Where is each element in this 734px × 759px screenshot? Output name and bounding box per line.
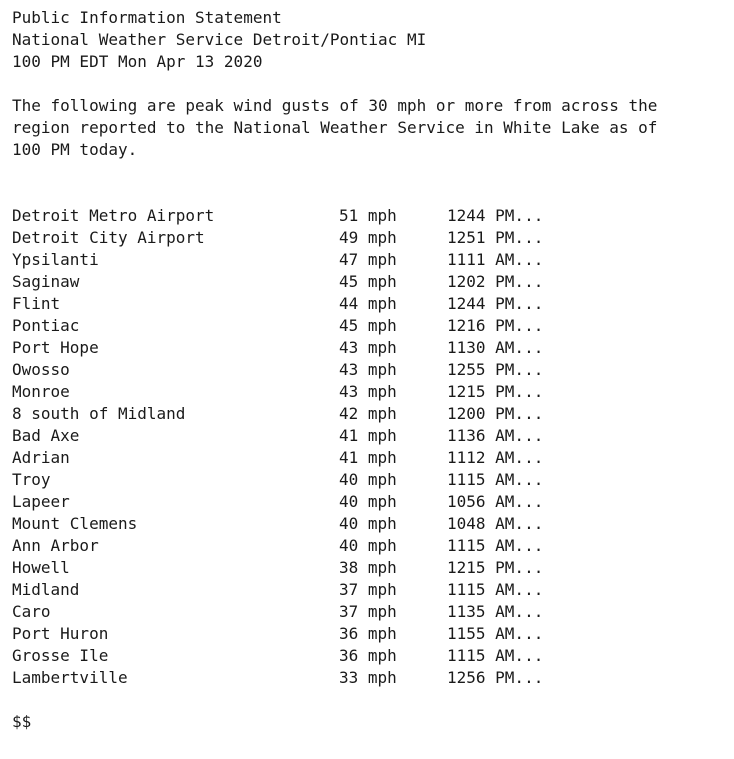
report-row — [12, 227, 727, 249]
report-location: Midland — [12, 580, 80, 599]
intro-line-2: region reported to the National Weather Service in White Lake as of — [12, 118, 658, 137]
report-speed: 45 mph — [339, 272, 397, 291]
report-time: 1115 AM... — [447, 536, 544, 555]
report-time: 1048 AM... — [447, 514, 544, 533]
report-speed: 38 mph — [339, 558, 397, 577]
product-terminator: $$ — [12, 712, 32, 731]
report-speed: 49 mph — [339, 228, 397, 247]
report-row — [12, 205, 727, 227]
report-speed: 37 mph — [339, 602, 397, 621]
report-location: Bad Axe — [12, 426, 80, 445]
report-time: 1215 PM... — [447, 382, 544, 401]
report-speed: 44 mph — [339, 294, 397, 313]
report-location: Port Hope — [12, 338, 99, 357]
report-row — [12, 579, 727, 601]
report-row — [12, 359, 727, 381]
public-information-statement — [12, 7, 727, 733]
report-row — [12, 645, 727, 667]
report-time: 1136 AM... — [447, 426, 544, 445]
report-speed: 40 mph — [339, 536, 397, 555]
report-row — [12, 315, 727, 337]
report-speed: 43 mph — [339, 382, 397, 401]
report-location: Howell — [12, 558, 70, 577]
report-location: Adrian — [12, 448, 70, 467]
report-time: 1216 PM... — [447, 316, 544, 335]
report-time: 1115 AM... — [447, 580, 544, 599]
report-time: 1135 AM... — [447, 602, 544, 621]
report-speed: 51 mph — [339, 206, 397, 225]
report-location: Monroe — [12, 382, 70, 401]
report-speed: 41 mph — [339, 426, 397, 445]
report-row — [12, 469, 727, 491]
report-row — [12, 623, 727, 645]
report-time: 1255 PM... — [447, 360, 544, 379]
report-row — [12, 667, 727, 689]
report-row — [12, 535, 727, 557]
report-row — [12, 271, 727, 293]
report-time: 1056 AM... — [447, 492, 544, 511]
report-row — [12, 601, 727, 623]
report-location: Detroit City Airport — [12, 228, 205, 247]
report-location: Caro — [12, 602, 51, 621]
report-location: Detroit Metro Airport — [12, 206, 215, 225]
report-row — [12, 249, 727, 271]
report-location: Lapeer — [12, 492, 70, 511]
report-speed: 41 mph — [339, 448, 397, 467]
spacer — [12, 73, 727, 95]
report-speed: 47 mph — [339, 250, 397, 269]
report-location: Pontiac — [12, 316, 80, 335]
report-speed: 40 mph — [339, 514, 397, 533]
report-time: 1202 PM... — [447, 272, 544, 291]
report-time: 1244 PM... — [447, 206, 544, 225]
report-row — [12, 425, 727, 447]
report-speed: 36 mph — [339, 646, 397, 665]
report-location: Ann Arbor — [12, 536, 99, 555]
report-speed: 40 mph — [339, 470, 397, 489]
report-location: Owosso — [12, 360, 70, 379]
report-speed: 43 mph — [339, 360, 397, 379]
issue-time: 100 PM EDT Mon Apr 13 2020 — [12, 52, 263, 71]
report-time: 1200 PM... — [447, 404, 544, 423]
report-row — [12, 447, 727, 469]
report-time: 1155 AM... — [447, 624, 544, 643]
statement-title: Public Information Statement — [12, 8, 282, 27]
report-row — [12, 337, 727, 359]
report-time: 1115 AM... — [447, 470, 544, 489]
report-location: Ypsilanti — [12, 250, 99, 269]
wind-gust-report-list — [12, 205, 727, 689]
report-row — [12, 491, 727, 513]
report-location: Port Huron — [12, 624, 109, 643]
spacer — [12, 183, 727, 205]
report-time: 1256 PM... — [447, 668, 544, 687]
report-location: Lambertville — [12, 668, 128, 687]
report-time: 1112 AM... — [447, 448, 544, 467]
report-row — [12, 557, 727, 579]
intro-line-1: The following are peak wind gusts of 30 mph or more from across the — [12, 96, 658, 115]
intro-line-3: 100 PM today. — [12, 140, 138, 159]
report-speed: 40 mph — [339, 492, 397, 511]
report-location: Mount Clemens — [12, 514, 138, 533]
report-location: Troy — [12, 470, 51, 489]
report-row — [12, 403, 727, 425]
report-speed: 45 mph — [339, 316, 397, 335]
spacer — [12, 161, 727, 183]
report-location: Saginaw — [12, 272, 80, 291]
report-row — [12, 513, 727, 535]
report-time: 1115 AM... — [447, 646, 544, 665]
report-time: 1111 AM... — [447, 250, 544, 269]
report-speed: 36 mph — [339, 624, 397, 643]
report-speed: 37 mph — [339, 580, 397, 599]
report-time: 1215 PM... — [447, 558, 544, 577]
report-speed: 42 mph — [339, 404, 397, 423]
report-location: 8 south of Midland — [12, 404, 186, 423]
report-location: Grosse Ile — [12, 646, 109, 665]
report-time: 1244 PM... — [447, 294, 544, 313]
office-name: National Weather Service Detroit/Pontiac MI — [12, 30, 427, 49]
report-speed: 33 mph — [339, 668, 397, 687]
report-row — [12, 293, 727, 315]
report-time: 1130 AM... — [447, 338, 544, 357]
report-speed: 43 mph — [339, 338, 397, 357]
report-location: Flint — [12, 294, 61, 313]
report-time: 1251 PM... — [447, 228, 544, 247]
report-row — [12, 381, 727, 403]
